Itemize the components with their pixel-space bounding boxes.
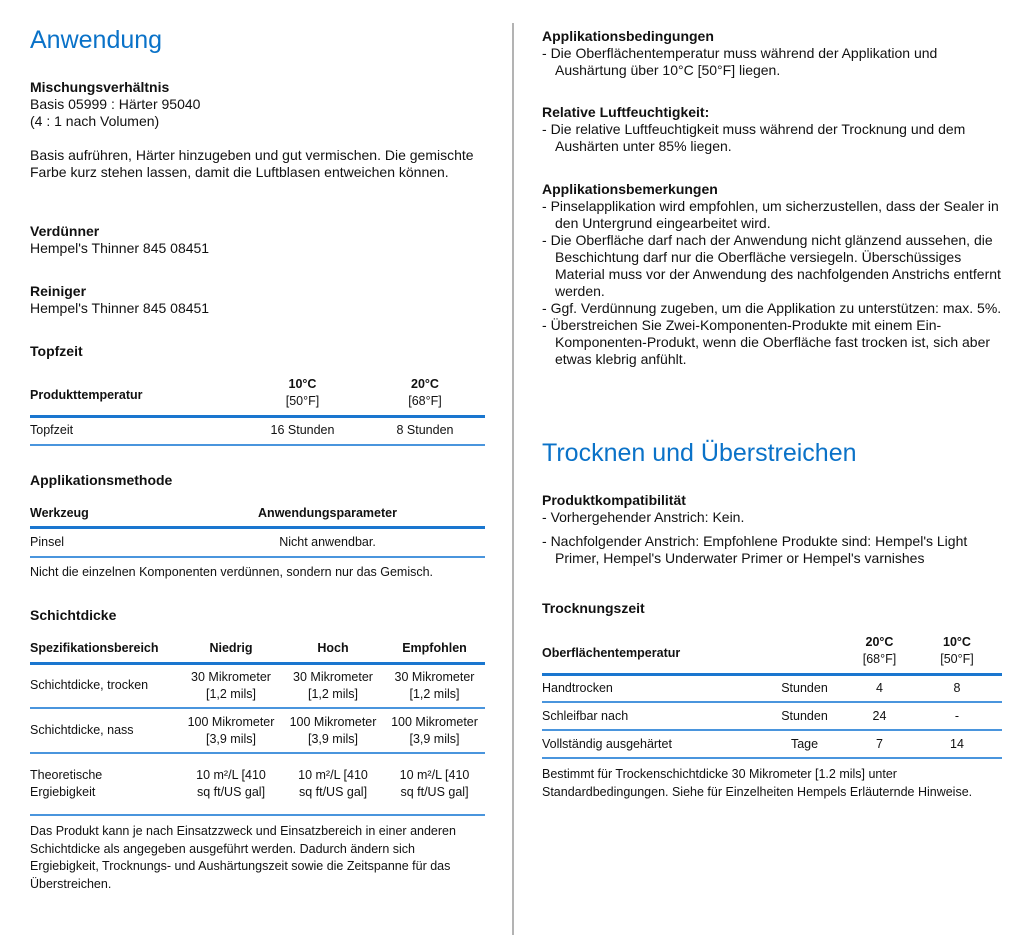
cleaner-block bbox=[30, 283, 485, 317]
table-row: Schichtdicke, trocken 30 Mikrometer [1,2 mils] 30 Mikrometer [1,2 mils] 30 Mikrometer [1,2 mils] bbox=[30, 663, 485, 708]
cleaner-value: Hempel's Thinner 845 08451 bbox=[30, 300, 210, 316]
list-item: - Pinselapplikation wird empfohlen, um sicherzustellen, dass der Sealer in den Untergrund eingearbeitet wird. bbox=[542, 198, 999, 231]
drying-header-col1: 20°C [68°F] bbox=[862, 635, 897, 666]
section-title-trocknen: Trocknen und Überstreichen bbox=[542, 439, 857, 467]
thickness-note: Das Produkt kann je nach Einsatzzweck und Einsatzbereich in einer anderen Schichtdicke als angegeben ausgeführt werden. Dadurch ändern sich Ergiebigkeit, Trocknungs- und Aushärtungszeit sowie die Zeitspanne für das Überstreichen. bbox=[30, 824, 456, 891]
potlife-header-col1: 10°C [50°F] bbox=[285, 377, 320, 408]
conditions-block bbox=[542, 28, 1002, 79]
thinner-value: Hempel's Thinner 845 08451 bbox=[30, 240, 210, 256]
method-table-wrap bbox=[30, 505, 485, 558]
humidity-block bbox=[542, 104, 1002, 155]
potlife-header-label: Produkttemperatur bbox=[30, 387, 143, 402]
list-item: - Die Oberfläche darf nach der Anwendung nicht glänzend aussehen, die Beschichtung darf nur die Oberfläche versiegeln. Überschüssiges Material muss vor der Anwendung des nachfolgenden Anstrichs entfernt werden. bbox=[542, 232, 1001, 299]
table-row: Pinsel Nicht anwendbar. bbox=[30, 527, 485, 557]
list-item: - Die Oberflächentemperatur muss während der Applikation und Aushärtung über 10°C [50°F] liegen. bbox=[542, 45, 938, 78]
list-item: - Nachfolgender Anstrich: Empfohlene Produkte sind: Hempel's Light Primer, Hempel's Underwater Primer or Hempel's varnishes bbox=[542, 533, 968, 566]
table-row: Schleifbar nach Stunden 24 - bbox=[542, 702, 1002, 730]
column-divider bbox=[512, 23, 514, 935]
method-table: Werkzeug Anwendungsparameter Pinsel Nicht anwendbar. bbox=[30, 505, 485, 558]
drying-table-wrap bbox=[542, 634, 1002, 759]
list-item: - Ggf. Verdünnung zugeben, um die Applikation zu unterstützen: max. 5%. bbox=[542, 300, 1002, 316]
drying-title: Trocknungszeit bbox=[542, 600, 645, 616]
list-item: - Überstreichen Sie Zwei-Komponenten-Produkte mit einem Ein-Komponenten-Produkt, wenn die Oberfläche fast trocken ist, sich aber etwas klebrig anfühlt. bbox=[542, 317, 991, 367]
thickness-title: Schichtdicke bbox=[30, 607, 117, 623]
remarks-block bbox=[542, 181, 1002, 368]
potlife-table bbox=[30, 376, 485, 446]
potlife-header-col2: 20°C [68°F] bbox=[408, 377, 442, 408]
compat-label: Produktkompatibilität bbox=[542, 492, 686, 508]
method-note: Nicht die einzelnen Komponenten verdünnen, sondern nur das Gemisch. bbox=[30, 565, 434, 579]
thinner-block bbox=[30, 223, 485, 257]
list-item: - Vorhergehender Anstrich: Kein. bbox=[542, 509, 745, 525]
humidity-label: Relative Luftfeuchtigkeit: bbox=[542, 104, 710, 120]
table-row: Theoretische Ergiebigkeit 10 m²/L [410 sq ft/US gal] 10 m²/L [410 sq ft/US gal] 10 m²/L [410 sq ft/US gal] bbox=[30, 753, 485, 815]
mixing-ratio-line2: (4 : 1 nach Volumen) bbox=[30, 113, 160, 129]
drying-note: Bestimmt für Trockenschichtdicke 30 Mikrometer [1.2 mils] unter Standardbedingungen. Siehe für Einzelheiten Hempels Erläuternde Hinweise. bbox=[542, 767, 973, 799]
thickness-table-wrap bbox=[30, 640, 485, 816]
thinner-label: Verdünner bbox=[30, 223, 100, 239]
remarks-label: Applikationsbemerkungen bbox=[542, 181, 718, 197]
potlife-title: Topfzeit bbox=[30, 343, 83, 359]
cleaner-label: Reiniger bbox=[30, 283, 87, 299]
thickness-table: Spezifikationsbereich Niedrig Hoch Empfohlen Schichtdicke, trocken 30 Mikrometer [1,2 mils] 30 Mikrometer [1,2 mils] 30 Mikrometer [1,2 mils] Schichtdicke, nass 100 Mikrometer [3,9 mils] 100 Mikrometer [3,9 mils] 100 Mikrometer [3,9 mils] Theoretische Ergiebigkeit 10 m²/L [410 sq ft/US gal] 10 m²/L [410 sq ft/US gal] 10 m²/L [410 sq ft/US gal] bbox=[30, 640, 485, 816]
mixing-ratio-label: Mischungsverhältnis bbox=[30, 79, 170, 95]
list-item: - Die relative Luftfeuchtigkeit muss während der Trocknung und dem Aushärten unter 85% liegen. bbox=[542, 121, 966, 154]
mixing-ratio-block bbox=[30, 79, 485, 130]
table-row: Topfzeit 16 Stunden 8 Stunden bbox=[30, 416, 485, 445]
mixing-ratio-line1: Basis 05999 : Härter 95040 bbox=[30, 96, 201, 112]
conditions-label: Applikationsbedingungen bbox=[542, 28, 714, 44]
drying-table: Oberflächentemperatur 20°C [68°F] 10°C [50°F] Handtrocken Stunden 4 8 Schleifbar nach Stunden 24 - Vollständig ausgehärtet Tage 7 14 bbox=[542, 634, 1002, 759]
compat-block bbox=[542, 492, 1002, 567]
drying-header-col2: 10°C [50°F] bbox=[940, 635, 974, 666]
section-title-anwendung: Anwendung bbox=[30, 26, 163, 54]
table-row: Vollständig ausgehärtet Tage 7 14 bbox=[542, 730, 1002, 758]
method-title: Applikationsmethode bbox=[30, 472, 173, 488]
potlife-table-wrap bbox=[30, 376, 485, 446]
table-row: Schichtdicke, nass 100 Mikrometer [3,9 mils] 100 Mikrometer [3,9 mils] 100 Mikrometer [3,9 mils] bbox=[30, 708, 485, 753]
mixing-instructions: Basis aufrühren, Härter hinzugeben und gut vermischen. Die gemischte Farbe kurz stehen lassen, damit die Luftblasen entweichen können. bbox=[30, 147, 474, 180]
table-row: Handtrocken Stunden 4 8 bbox=[542, 674, 1002, 702]
